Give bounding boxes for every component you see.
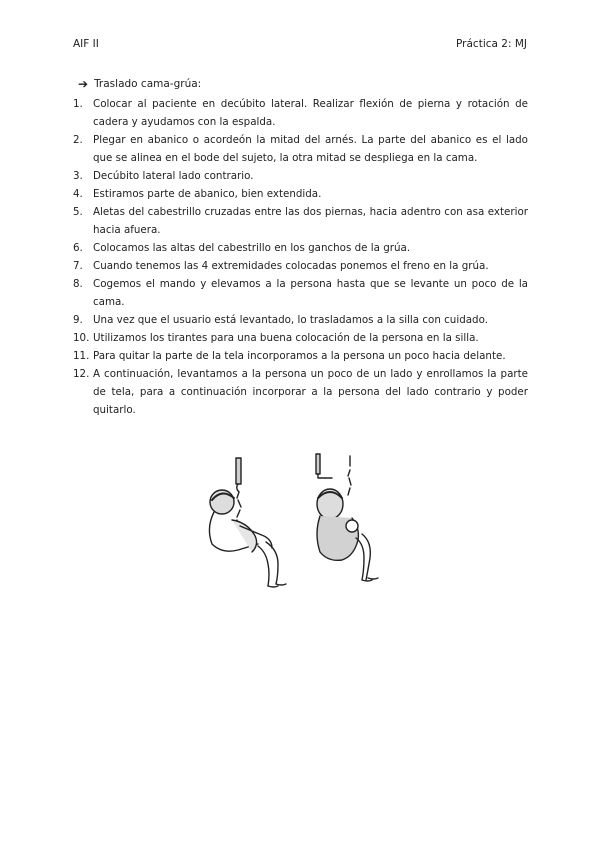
list-item (73, 329, 528, 347)
list-item (73, 203, 528, 239)
step-number: 11. (73, 350, 90, 362)
step-number: 6. (73, 242, 83, 254)
list-item (73, 95, 528, 131)
step-number: 10. (73, 332, 90, 344)
step-text: Decúbito lateral lado contrario. (93, 170, 254, 182)
step-number: 7. (73, 260, 83, 272)
step-text: Estiramos parte de abanico, bien extendida. (93, 188, 322, 200)
list-item (73, 365, 528, 419)
step-text: Utilizamos los tirantes para una buena colocación de la persona en la silla. (93, 332, 479, 344)
header-course: AIF II (73, 38, 99, 50)
step-number: 1. (73, 98, 83, 110)
section-heading (78, 77, 201, 91)
list-item (73, 311, 528, 329)
section-title: Traslado cama-grúa: (94, 78, 202, 90)
step-text: A continuación, levantamos a la persona un poco de un lado y enrollamos la parte de tela, para a continuación incorporar a la persona del lado contrario y poder quitarlo. (93, 368, 528, 416)
step-text: Cuando tenemos las 4 extremidades colocadas ponemos el freno en la grúa. (93, 260, 489, 272)
step-number: 3. (73, 170, 83, 182)
list-item (73, 257, 528, 275)
list-item (73, 275, 528, 311)
step-text: Plegar en abanico o acordeón la mitad del arnés. La parte del abanico es el lado que se alinea en el bode del sujeto, la otra mitad se despliega en la cama. (93, 134, 528, 164)
list-item (73, 347, 528, 365)
step-number: 4. (73, 188, 83, 200)
list-item (73, 167, 528, 185)
step-number: 8. (73, 278, 83, 290)
step-text: Colocar al paciente en decúbito lateral. Realizar flexión de pierna y rotación de cadera y ayudamos con la espalda. (93, 98, 528, 128)
step-number: 2. (73, 134, 83, 146)
step-number: 9. (73, 314, 83, 326)
step-text: Aletas del cabestrillo cruzadas entre las dos piernas, hacia adentro con asa exterior hacia afuera. (93, 206, 528, 236)
step-text: Una vez que el usuario está levantado, lo trasladamos a la silla con cuidado. (93, 314, 488, 326)
steps-list (73, 95, 528, 419)
step-number: 5. (73, 206, 83, 218)
list-item (73, 131, 528, 167)
list-item (73, 185, 528, 203)
step-number: 12. (73, 368, 90, 380)
step-text: Para quitar la parte de la tela incorporamos a la persona un poco hacia delante. (93, 350, 506, 362)
header-practice: Práctica 2: MJ (456, 38, 527, 50)
step-text: Colocamos las altas del cabestrillo en los ganchos de la grúa. (93, 242, 411, 254)
right-arrow-icon: ➔ (78, 77, 89, 91)
sling-transfer-illustration (192, 450, 382, 600)
list-item (73, 239, 528, 257)
step-text: Cogemos el mando y elevamos a la persona hasta que se levante un poco de la cama. (93, 278, 528, 308)
